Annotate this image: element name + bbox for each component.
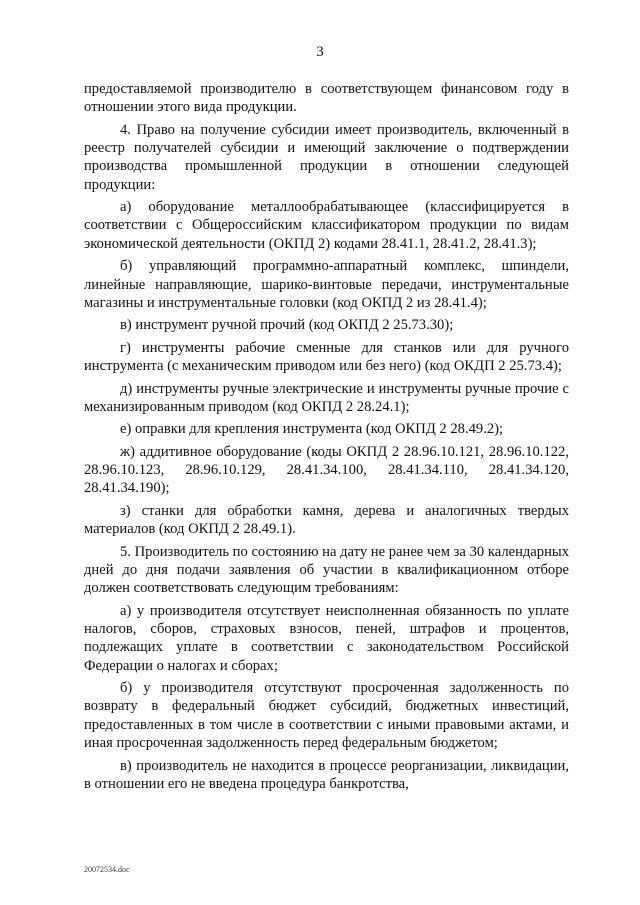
paragraph-req-b: б) у производителя отсутствуют просроченная задолженность по возврату в федеральный бюджет субсидий, бюджетных инвестиций, предоставленных в том числе в соответствии с иными правовыми актами, и иная просроченная задолженность перед федеральным бюджетом; [84,680,569,752]
paragraph-item-g: г) инструменты рабочие сменные для станков или для ручного инструмента (с механическим приводом или без него) (код ОКДП 2 25.73.4); [84,339,569,375]
paragraph-item-a: а) оборудование металлообрабатывающее (классифицируется в соответствии с Общероссийским классификатором продукции по видам экономической деятельности (ОКПД 2) кодами 28.41.1, 28.41.2, 28.41.3); [84,199,569,252]
paragraph-item-z: з) станки для обработки камня, дерева и аналогичных твердых материалов (код ОКПД 2 28.49.1). [84,502,569,538]
paragraph-item-b: б) управляющий программно-аппаратный комплекс, шпиндели, линейные направляющие, шарико-винтовые передачи, инструментальные магазины и инструментальные головки (код ОКПД 2 из 28.41.4); [84,258,569,311]
paragraph-clause-5: 5. Производитель по состоянию на дату не ранее чем за 30 календарных дней до дня подачи заявления об участии в квалификационном отборе должен соответствовать следующим требованиям: [84,543,569,597]
footer-filename: 20072534.doc [84,865,130,874]
paragraph-item-e: е) оправки для крепления инструмента (код ОКПД 2 28.49.2); [120,421,504,438]
paragraph-clause-4: 4. Право на получение субсидии имеет производитель, включенный в реестр получателей субсидии и имеющий заключение о подтверждении производства промышленной продукции в отношении следующей продукции: [84,121,569,193]
page-number: 3 [316,44,324,60]
paragraph-continuation: предоставляемой производителю в соответствующем финансовом году в отношении этого вида продукции. [84,81,569,116]
document-body [84,80,569,797]
paragraph-item-zh: ж) аддитивное оборудование (коды ОКПД 2 28.96.10.121, 28.96.10.122, 28.96.10.123, 28.96.10.129, 28.41.34.100, 28.41.34.110, 28.41.34.120, 28.41.34.190); [84,443,569,497]
paragraph-item-d: д) инструменты ручные электрические и инструменты ручные прочие с механизированным приводом (код ОКПД 2 28.24.1); [84,380,569,415]
paragraph-req-a: а) у производителя отсутствует неисполненная обязанность по уплате налогов, сборов, страховых взносов, пеней, штрафов и процентов, подлежащих уплате в соответствии с законодательством Российской Федерации о налогах и сборах; [84,602,569,674]
paragraph-item-v: в) инструмент ручной прочий (код ОКПД 2 25.73.30); [120,317,454,334]
paragraph-req-v: в) производитель не находится в процессе реорганизации, ликвидации, в отношении его не введена процедура банкротства, [84,757,569,792]
